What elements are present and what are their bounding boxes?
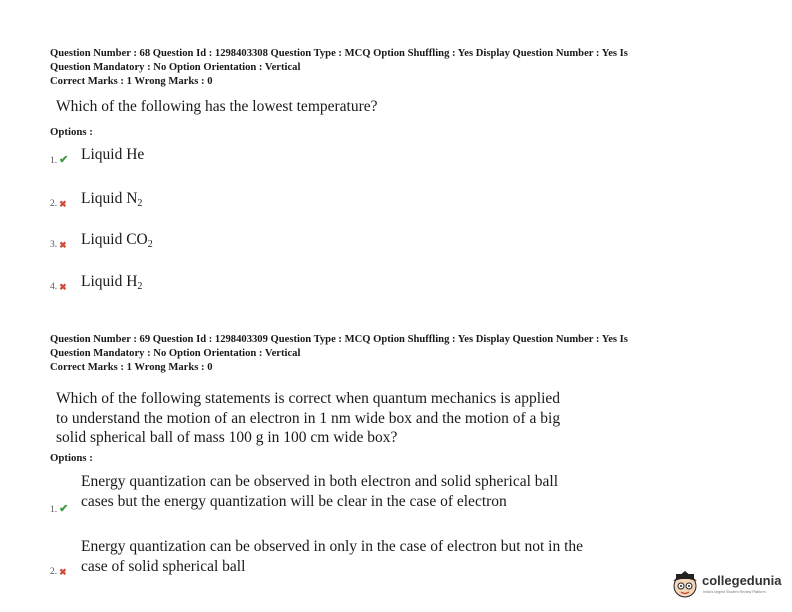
q69-option-2-marker (50, 567, 67, 577)
q69-option-2 (81, 537, 626, 576)
check-icon: ✔ (59, 503, 69, 515)
q68-option-1-marker (50, 155, 68, 166)
q69-options-label: Options : (50, 452, 93, 464)
q69-option-1 (81, 472, 626, 511)
logo-name: collegedunia (702, 573, 782, 588)
q69-meta-line1: Question Number : 69 Question Id : 1298403309 Question Type : MCQ Option Shuffling : Yes Display Question Number : Yes Is (50, 334, 628, 345)
logo-tagline: India's largest Student Review Platform (703, 590, 766, 594)
q68-option-2 (81, 189, 142, 209)
q68-meta-line1: Question Number : 68 Question Id : 1298403308 Question Type : MCQ Option Shuffling : Yes Display Question Number : Yes Is (50, 48, 628, 59)
q68-option-2-marker (50, 199, 67, 209)
q69-meta-line3: Correct Marks : 1 Wrong Marks : 0 (50, 362, 213, 373)
q68-option-4-text: Liquid H (81, 273, 138, 290)
q68-meta-line2: Question Mandatory : No Option Orientation : Vertical (50, 62, 301, 73)
mascot-icon (670, 568, 700, 600)
q68-question-text: Which of the following has the lowest temperature? (56, 98, 378, 115)
q69-question-line1: Which of the following statements is correct when quantum mechanics is applied (56, 390, 561, 407)
q69-question-line2: to understand the motion of an electron in 1 nm wide box and the motion of a big (56, 409, 561, 427)
q69-question-text (56, 389, 656, 448)
q68-option-3-text: Liquid CO (81, 231, 148, 248)
q69-meta-line2: Question Mandatory : No Option Orientation : Vertical (50, 348, 301, 359)
q68-option-3-number: 3. (50, 240, 58, 250)
cross-icon: ✖ (59, 198, 67, 209)
q68-option-2-number: 2. (50, 199, 58, 209)
q69-option-1-line2: cases but the energy quantization will be clear in the case of electron (81, 492, 507, 510)
q68-option-3-subscript: 2 (147, 239, 153, 250)
q69-meta (50, 333, 750, 375)
q68-option-3 (81, 230, 153, 250)
q69-question-line3: solid spherical ball of mass 100 g in 100 cm wide box? (56, 429, 398, 446)
q68-meta (50, 47, 750, 89)
cross-icon: ✖ (59, 239, 67, 250)
cross-icon: ✖ (59, 566, 67, 577)
q68-options-label: Options : (50, 126, 93, 138)
q69-option-1-number: 1. (50, 504, 58, 515)
q69-option-1-marker (50, 504, 68, 515)
check-icon: ✔ (59, 154, 69, 166)
q69-option-2-line1: Energy quantization can be observed in only in the case of electron but not in the (81, 538, 584, 555)
q68-meta-line3: Correct Marks : 1 Wrong Marks : 0 (50, 76, 213, 87)
collegedunia-logo (670, 566, 785, 604)
q68-option-4 (81, 272, 142, 292)
q69-option-2-line2: case of solid spherical ball (81, 557, 246, 575)
cross-icon: ✖ (59, 281, 67, 292)
q68-option-4-marker (50, 282, 67, 292)
q68-option-1-number: 1. (50, 155, 58, 166)
q68-option-3-marker (50, 240, 67, 250)
q68-option-4-subscript: 2 (137, 281, 143, 292)
q68-option-1 (81, 145, 144, 165)
q68-option-2-text: Liquid N (81, 190, 138, 207)
q68-option-4-number: 4. (50, 282, 58, 292)
q69-option-2-number: 2. (50, 567, 58, 577)
q68-option-2-subscript: 2 (137, 198, 143, 209)
q68-option-1-text: Liquid He (81, 146, 145, 163)
q69-option-1-line1: Energy quantization can be observed in both electron and solid spherical ball (81, 473, 559, 490)
